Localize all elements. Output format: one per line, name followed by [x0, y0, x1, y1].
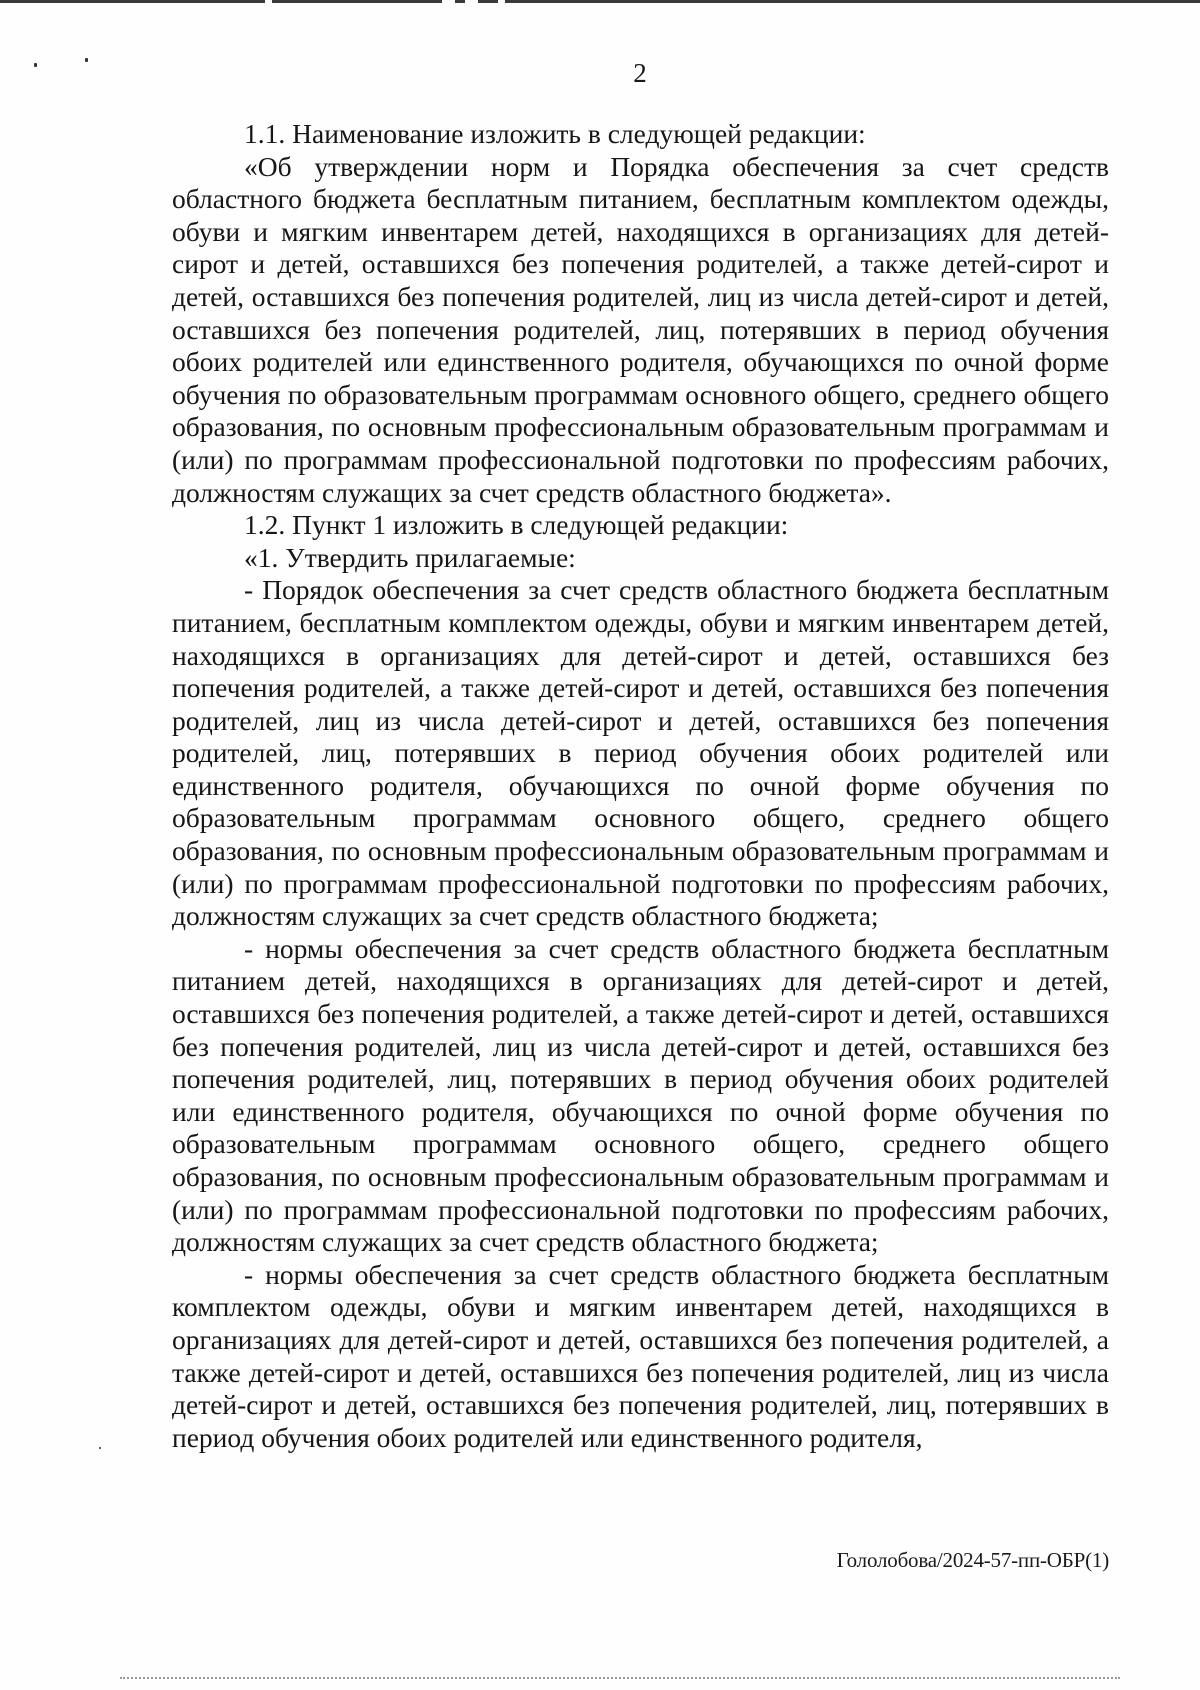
document-body — [172, 118, 1109, 1454]
paragraph-1-2-heading: 1.2. Пункт 1 изложить в следующей редакции: — [244, 509, 789, 541]
paragraph-procedure: - Порядок обеспечения за счет средств областного бюджета бесплатным питанием, бесплатным комплектом одежды, обуви и мягким инвентарем детей, находящихся в организациях для детей-сирот и детей, оставшихся без попечения родителей, а также детей-сирот и детей, оставшихся без попечения родителей, лиц из числа детей-сирот и детей, оставшихся без попечения родителей, лиц, потерявших в период обучения обоих родителей или единственного родителя, обучающихся по очной форме обучения по образовательным программам основного общего, среднего общего образования, по основным профессиональным образовательным программам и (или) по программам профессиональной подготовки по профессиям рабочих, должностям служащих за счет средств областного бюджета; — [172, 574, 1109, 932]
document-code: Гололобова/2024-57-пп-ОБР(1) — [836, 1548, 1109, 1572]
paragraph-food-norms: - нормы обеспечения за счет средств областного бюджета бесплатным питанием детей, находящихся в организациях для детей-сирот и детей, оставшихся без попечения родителей, а также детей-сирот и детей, оставшихся без попечения родителей, лиц из числа детей-сирот и детей, оставшихся без попечения родителей, лиц, потерявших в период обучения обоих родителей или единственного родителя, обучающихся по очной форме обучения по образовательным программам основного общего, среднего общего образования, по основным профессиональным образовательным программам и (или) по программам профессиональной подготовки по профессиям рабочих, должностям служащих за счет средств областного бюджета; — [172, 932, 1109, 1258]
paragraph-item-1: «1. Утвердить прилагаемые: — [244, 541, 576, 573]
page-number: 2 — [633, 58, 647, 88]
scan-bottom-edge — [120, 1677, 1120, 1682]
scan-speck — [99, 1447, 101, 1449]
paragraph-clothing-norms: - нормы обеспечения за счет средств областного бюджета бесплатным комплектом одежды, обуви и мягким инвентарем детей, находящихся в организациях для детей-сирот и детей, оставшихся без попечения родителей, а также детей-сирот и детей, оставшихся без попечения родителей, лиц из числа детей-сирот и детей, оставшихся без попечения родителей, лиц, потерявших в период обучения обоих родителей или единственного родителя, — [172, 1258, 1109, 1453]
paragraph-1-1-heading: 1.1. Наименование изложить в следующей редакции: — [244, 118, 866, 149]
scan-top-edge — [0, 0, 1200, 4]
paragraph-new-title: «Об утверждении норм и Порядка обеспечения за счет средств областного бюджета бесплатным питанием, бесплатным комплектом одежды, обуви и мягким инвентарем детей, находящихся в организациях для детей-сирот и детей, оставшихся без попечения родителей, а также детей-сирот и детей, оставшихся без попечения родителей, лиц из числа детей-сирот и детей, оставшихся без попечения родителей, лиц, потерявших в период обучения обоих родителей или единственного родителя, обучающихся по очной форме обучения по образовательным программам основного общего, среднего общего образования, по основным профессиональным образовательным программам и (или) по программам профессиональной подготовки по профессиям рабочих, должностям служащих за счет средств областного бюджета». — [172, 150, 1109, 508]
